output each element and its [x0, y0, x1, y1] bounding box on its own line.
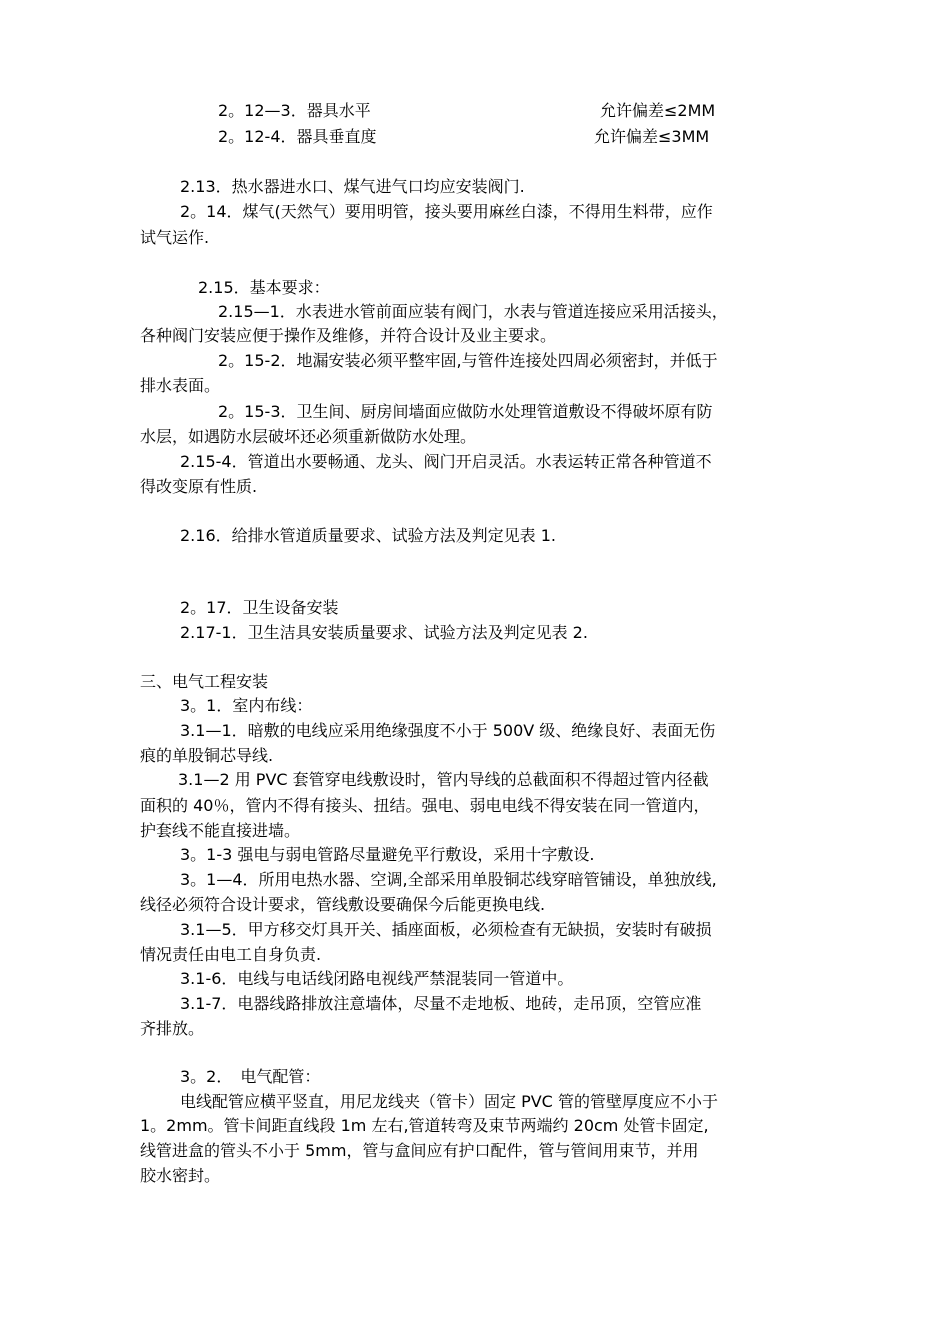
paragraph-line: 痕的单股铜芯导线. [140, 746, 274, 765]
paragraph-line: 2。15-3．卫生间、厨房间墙面应做防水处理管道敷设不得破坏原有防 [218, 402, 713, 421]
paragraph-line: 3.1—2 用 PVC 套管穿电线敷设时，管内导线的总截面积不得超过管内径截 [178, 770, 709, 789]
tolerance-row-value: 允许偏差≤3MM [594, 127, 710, 146]
paragraph-line: 3.1-6．电线与电话线闭路电视线严禁混装同一管道中。 [180, 969, 574, 988]
paragraph-line: 护套线不能直接进墙。 [140, 821, 301, 840]
paragraph-line: 2.15-4．管道出水要畅通、龙头、阀门开启灵活。水表运转正常各种管道不 [180, 452, 712, 471]
paragraph-line: 排水表面。 [140, 376, 221, 395]
paragraph-line: 齐排放。 [140, 1019, 205, 1038]
section-heading: 3。1．室内布线： [180, 696, 313, 715]
section-heading: 2.15．基本要求： [198, 278, 330, 297]
paragraph-line: 得改变原有性质. [140, 477, 258, 496]
paragraph-line: 2。15-2．地漏安装必须平整牢固,与管件连接处四周必须密封，并低于 [218, 351, 718, 370]
paragraph-line: 3。1—4．所用电热水器、空调,全部采用单股铜芯线穿暗管铺设，单独放线, [180, 870, 717, 889]
paragraph-line: 电线配管应横平竖直，用尼龙线夹（管卡）固定 PVC 管的管壁厚度应不小于 [180, 1092, 718, 1111]
paragraph-line: 面积的 40％，管内不得有接头、扭结。强电、弱电电线不得安装在同一管道内， [140, 796, 710, 815]
paragraph-line: 2.17-1．卫生洁具安装质量要求、试验方法及判定见表 2. [180, 623, 588, 642]
paragraph-line: 线管进盒的管头不小于 5mm，管与盒间应有护口配件，管与管间用束节，并用 [140, 1141, 699, 1160]
paragraph-line: 3.1—1．暗敷的电线应采用绝缘强度不小于 500V 级、绝缘良好、表面无伤 [180, 721, 716, 740]
section-heading: 2.16．给排水管道质量要求、试验方法及判定见表 1. [180, 526, 556, 545]
tolerance-row-value: 允许偏差≤2MM [600, 101, 716, 120]
paragraph-line: 3.1-7．电器线路排放注意墙体，尽量不走地板、地砖，走吊顶，空管应准 [180, 994, 702, 1013]
paragraph-line: 胶水密封。 [140, 1166, 221, 1185]
chapter-heading: 三、电气工程安装 [140, 672, 269, 691]
paragraph-line: 3。1-3 强电与弱电管路尽量避免平行敷设，采用十字敷设. [180, 845, 595, 864]
tolerance-row-label: 2。12—3．器具水平 [218, 101, 371, 120]
section-heading: 2。17．卫生设备安装 [180, 598, 339, 617]
paragraph-line: 3.1—5．甲方移交灯具开关、插座面板，必须检查有无缺损，安装时有破损 [180, 920, 712, 939]
section-heading: 3。2． 电气配管： [180, 1067, 321, 1086]
paragraph-line: 情况责任由电工自身负责. [140, 945, 322, 964]
paragraph-line: 水层，如遇防水层破坏还必须重新做防水处理。 [140, 427, 477, 446]
paragraph-line: 1。2mm。管卡间距直线段 1m 左右,管道转弯及束节两端约 20cm 处管卡固定, [140, 1116, 709, 1135]
tolerance-row-label: 2。12-4．器具垂直度 [218, 127, 377, 146]
paragraph-line: 2.15—1．水表进水管前面应装有阀门，水表与管道连接应采用活接头， [218, 302, 728, 321]
paragraph-line: 试气运作. [140, 228, 210, 247]
paragraph-line: 2.13．热水器进水口、煤气进气口均应安装阀门. [180, 177, 525, 196]
paragraph-line: 线径必须符合设计要求，管线敷设要确保今后能更换电线. [140, 895, 546, 914]
paragraph-line: 2。14．煤气(天然气）要用明管，接头要用麻丝白漆，不得用生料带，应作 [180, 202, 713, 221]
paragraph-line: 各种阀门安装应便于操作及维修，并符合设计及业主要求。 [140, 326, 557, 345]
